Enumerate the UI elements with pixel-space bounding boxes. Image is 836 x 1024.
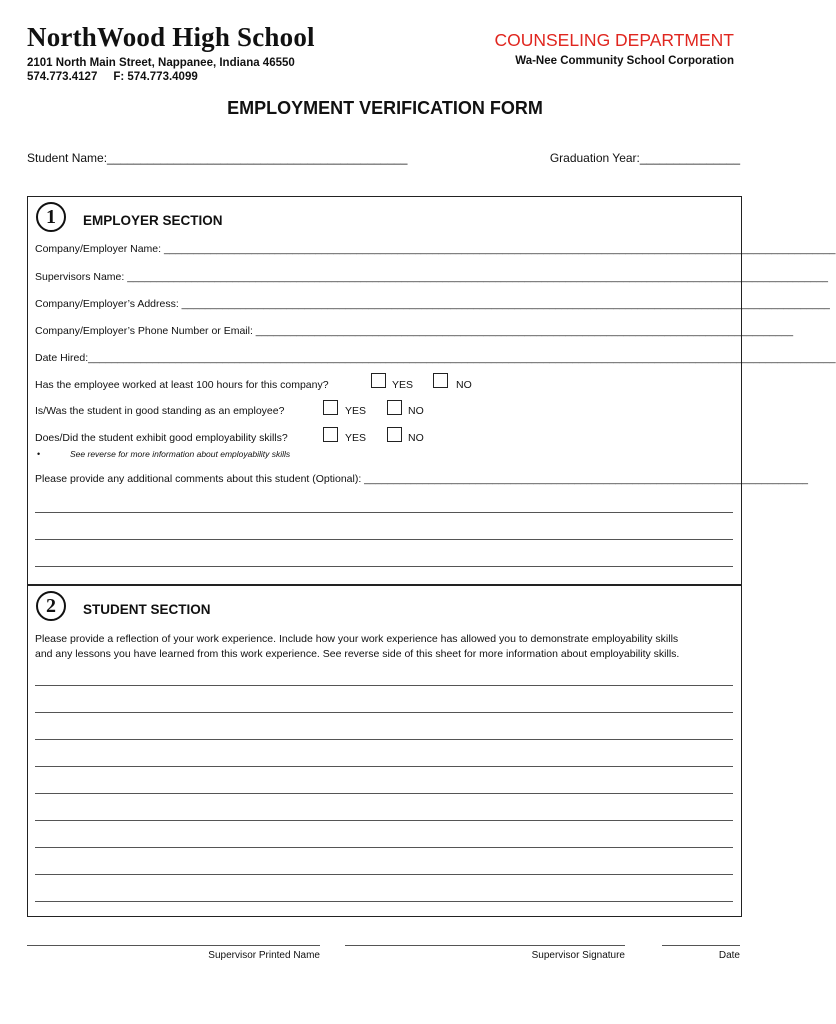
supervisor-printed-name-line[interactable]	[27, 945, 320, 946]
reflection-line[interactable]	[35, 739, 733, 740]
instructions-line-1: Please provide a reflection of your work experience. Include how your work experience has allowed you to demonstrate employability skills	[35, 633, 679, 645]
company-address-field[interactable]: Company/Employer’s Address: _______________________________________________________________________________________________________________	[35, 298, 830, 310]
reflection-line[interactable]	[35, 793, 733, 794]
fax-number: F: 574.773.4099	[113, 71, 198, 83]
standing-no-label: NO	[408, 405, 424, 417]
supervisor-signature-label: Supervisor Signature	[531, 950, 625, 961]
instructions-line-2: and any lessons you have learned from this work experience. See reverse side of this sheet for more information about employability skills.	[35, 647, 680, 660]
reflection-line[interactable]	[35, 874, 733, 875]
comments-line[interactable]	[35, 512, 733, 513]
comments-line[interactable]	[35, 566, 733, 567]
graduation-year-field[interactable]: Graduation Year:_______________	[549, 151, 740, 165]
reflection-line[interactable]	[35, 712, 733, 713]
school-name: NorthWood High School	[27, 22, 315, 52]
hours-yes-label: YES	[392, 379, 414, 391]
form-title: EMPLOYMENT VERIFICATION FORM	[227, 98, 543, 118]
hours-yes-checkbox[interactable]	[371, 373, 386, 388]
student-section-title: STUDENT SECTION	[83, 602, 211, 617]
date-hired-field[interactable]: Date Hired:________________________________________________________________________________________________________________________________	[35, 352, 836, 364]
phone-number: 574.773.4127	[27, 71, 98, 83]
reflection-line[interactable]	[35, 847, 733, 848]
hours-no-checkbox[interactable]	[433, 373, 448, 388]
company-contact-field[interactable]: Company/Employer’s Phone Number or Email: ____________________________________________________________________________________________	[35, 325, 794, 337]
reflection-line[interactable]	[35, 766, 733, 767]
company-name-field[interactable]: Company/Employer Name: ___________________________________________________________________________________________________________________	[35, 243, 836, 255]
standing-no-checkbox[interactable]	[387, 400, 402, 415]
question-employability-skills: Does/Did the student exhibit good employability skills?	[35, 432, 288, 444]
question-100-hours: Has the employee worked at least 100 hours for this company?	[35, 379, 329, 391]
skills-yes-label: YES	[345, 432, 367, 444]
hours-no-label: NO	[456, 379, 472, 391]
employer-section-title: EMPLOYER SECTION	[83, 213, 223, 228]
student-instructions	[35, 632, 740, 661]
phone-fax-line	[27, 70, 295, 84]
note-bullet: •	[37, 449, 41, 459]
department-name: COUNSELING DEPARTMENT	[494, 30, 734, 50]
standing-yes-checkbox[interactable]	[323, 400, 338, 415]
section-number-1: 1	[36, 202, 66, 232]
skills-yes-checkbox[interactable]	[323, 427, 338, 442]
supervisor-name-field[interactable]: Supervisors Name: ________________________________________________________________________________________________________________________	[35, 271, 828, 283]
question-good-standing: Is/Was the student in good standing as an employee?	[35, 405, 285, 417]
corporation-name: Wa-Nee Community School Corporation	[515, 55, 734, 67]
reflection-line[interactable]	[35, 685, 733, 686]
employability-note: See reverse for more information about employability skills	[70, 449, 291, 459]
skills-no-checkbox[interactable]	[387, 427, 402, 442]
supervisor-signature-line[interactable]	[345, 945, 625, 946]
student-name-field[interactable]: Student Name:_____________________________________________	[27, 151, 408, 165]
comments-line[interactable]	[35, 539, 733, 540]
skills-no-label: NO	[408, 432, 424, 444]
school-address	[27, 56, 295, 84]
comments-prompt[interactable]: Please provide any additional comments about this student (Optional): ____________________________________________________________________________	[35, 473, 808, 485]
date-label: Date	[718, 950, 740, 961]
date-line[interactable]	[662, 945, 740, 946]
section-number-2: 2	[36, 591, 66, 621]
address-line: 2101 North Main Street, Nappanee, Indiana 46550	[27, 57, 295, 69]
reflection-line[interactable]	[35, 901, 733, 902]
reflection-line[interactable]	[35, 820, 733, 821]
standing-yes-label: YES	[345, 405, 367, 417]
supervisor-printed-name-label: Supervisor Printed Name	[208, 950, 320, 961]
